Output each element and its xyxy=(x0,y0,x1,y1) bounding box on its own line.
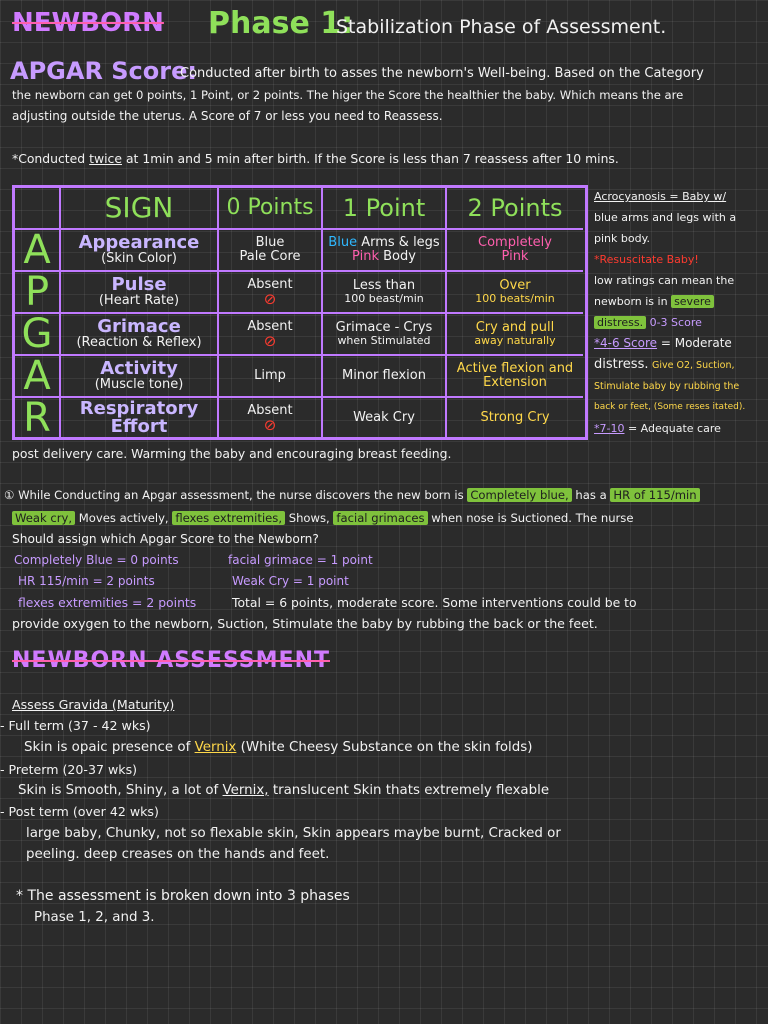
appearance-2: Completely Pink xyxy=(447,230,583,272)
x-circle-icon: ⊘ xyxy=(263,332,277,350)
answer-flexes: flexes extremities = 2 points xyxy=(18,595,197,610)
sign-appearance xyxy=(61,230,219,272)
x-circle-icon: ⊘ xyxy=(263,415,277,434)
header-sign: SIGN xyxy=(61,188,219,230)
question-line3: Should assign which Apgar Score to the Newborn? xyxy=(12,532,319,546)
grimace-1: Grimace - Crys when Stimulated xyxy=(323,314,447,356)
letter-g: G xyxy=(15,314,61,356)
appearance-0: Blue Pale Core xyxy=(219,230,323,272)
x-circle-icon: ⊘ xyxy=(263,290,277,308)
sign-activity xyxy=(61,356,219,398)
preterm-body: Skin is Smooth, Shiny, a lot of Vernix, translucent Skin thats extremely flexable xyxy=(18,783,550,798)
fullterm-body: Skin is opaic presence of Vernix (White Cheesy Substance on the skin folds) xyxy=(24,740,533,755)
answer-weak-cry: Weak Cry = 1 point xyxy=(232,574,349,588)
sign-label: Grimace xyxy=(97,316,181,337)
letter-a: A xyxy=(15,230,61,272)
grimace-2: Cry and pull away naturally xyxy=(447,314,583,356)
sign-pulse xyxy=(61,272,219,314)
answer-facial-grimace: facial grimace = 1 point xyxy=(228,553,373,567)
respiratory-0: Absent ⊘ xyxy=(219,398,323,437)
question-line2: Weak cry, Moves actively, flexes extremities, Shows, facial grimaces when nose is Suctioned. The nurse xyxy=(12,511,633,525)
preterm-heading: - Preterm (20-37 wks) xyxy=(0,762,138,777)
apgar-intro-line1: Conducted after birth to asses the newborn's Well-being. Based on the Category xyxy=(180,66,704,81)
gravida-heading: Assess Gravida (Maturity) xyxy=(12,697,175,712)
activity-1: Minor flexion xyxy=(323,356,447,398)
sign-label: Pulse xyxy=(111,274,167,295)
letter-a2: A xyxy=(15,356,61,398)
sign-label: Activity xyxy=(100,358,178,379)
sign-sublabel: (Muscle tone) xyxy=(94,377,184,392)
newborn-title: NEWBORN xyxy=(12,8,164,38)
sidebar-notes: Acrocyanosis = Baby w/ blue arms and legs with a pink body. *Resuscitate Baby! low ratings can mean the newborn is in severe distress. 0-3 Score *4-6 Score = Moderate distress. Give O2, Suction, Stimulate baby by rubbing the back or feet, (Some reses itated). *7-10 = Adequate care xyxy=(594,190,746,435)
question-line1: ① While Conducting an Apgar assessment, the nurse discovers the new born is Completely blue, has a HR of 115/min xyxy=(4,488,700,502)
sign-respiratory xyxy=(61,398,219,437)
pulse-0: Absent ⊘ xyxy=(219,272,323,314)
answer-completely-blue: Completely Blue = 0 points xyxy=(14,553,179,567)
apgar-heading: APGAR Score: xyxy=(10,57,197,85)
activity-2: Active flexion and Extension xyxy=(447,356,583,398)
answer-total: Total = 6 points, moderate score. Some interventions could be to xyxy=(232,595,637,610)
sign-sublabel: (Heart Rate) xyxy=(98,293,180,308)
apgar-note: *Conducted twice at 1min and 5 min after birth. If the Score is less than 7 reassess after 10 mins. xyxy=(12,151,619,166)
newborn-assessment-heading: NEWBORN ASSESSMENT xyxy=(12,648,330,673)
header-2-points: 2 Points xyxy=(447,188,583,230)
fullterm-heading: - Full term (37 - 42 wks) xyxy=(0,718,151,733)
header-1-point: 1 Point xyxy=(323,188,447,230)
activity-0: Limp xyxy=(219,356,323,398)
sign-sublabel: (Skin Color) xyxy=(101,251,177,266)
pulse-2: Over 100 beats/min xyxy=(447,272,583,314)
postterm-line1: large baby, Chunky, not so flexable skin, Skin appears maybe burnt, Cracked or xyxy=(26,826,561,841)
post-delivery-note: post delivery care. Warming the baby and encouraging breast feeding. xyxy=(12,446,452,461)
postterm-line2: peeling. deep creases on the hands and feet. xyxy=(26,847,330,862)
phases-line2: Phase 1, 2, and 3. xyxy=(34,910,155,925)
respiratory-1: Weak Cry xyxy=(323,398,447,437)
respiratory-2: Strong Cry xyxy=(480,409,550,425)
postterm-heading: - Post term (over 42 wks) xyxy=(0,804,159,819)
phase-title: Phase 1: xyxy=(208,6,354,41)
answer-hr: HR 115/min = 2 points xyxy=(18,574,155,588)
sign-label: Respiratory xyxy=(79,398,199,419)
apgar-table xyxy=(12,185,588,440)
header-0-points: 0 Points xyxy=(219,188,323,230)
sign-sublabel: Effort xyxy=(110,415,168,437)
apgar-intro-line2: the newborn can get 0 points, 1 Point, or 2 points. The higer the Score the healthier the baby. Which means the are xyxy=(12,88,684,102)
apgar-intro-line3: adjusting outside the uterus. A Score of 7 or less you need to Reassess. xyxy=(12,109,443,123)
pulse-1: Less than 100 beast/min xyxy=(323,272,447,314)
phases-line1: * The assessment is broken down into 3 phases xyxy=(16,888,350,904)
sign-grimace xyxy=(61,314,219,356)
question-conclusion: provide oxygen to the newborn, Suction, Stimulate the baby by rubbing the back or the feet. xyxy=(12,616,598,631)
letter-p: P xyxy=(15,272,61,314)
sign-label: Appearance xyxy=(78,232,200,253)
grimace-0: Absent ⊘ xyxy=(219,314,323,356)
letter-r: R xyxy=(15,398,61,437)
sign-sublabel: (Reaction & Reflex) xyxy=(76,335,202,350)
phase-description: Stabilization Phase of Assessment. xyxy=(336,16,667,38)
appearance-1: Blue Arms & legs Pink Body xyxy=(323,230,447,272)
table-corner xyxy=(15,188,61,230)
